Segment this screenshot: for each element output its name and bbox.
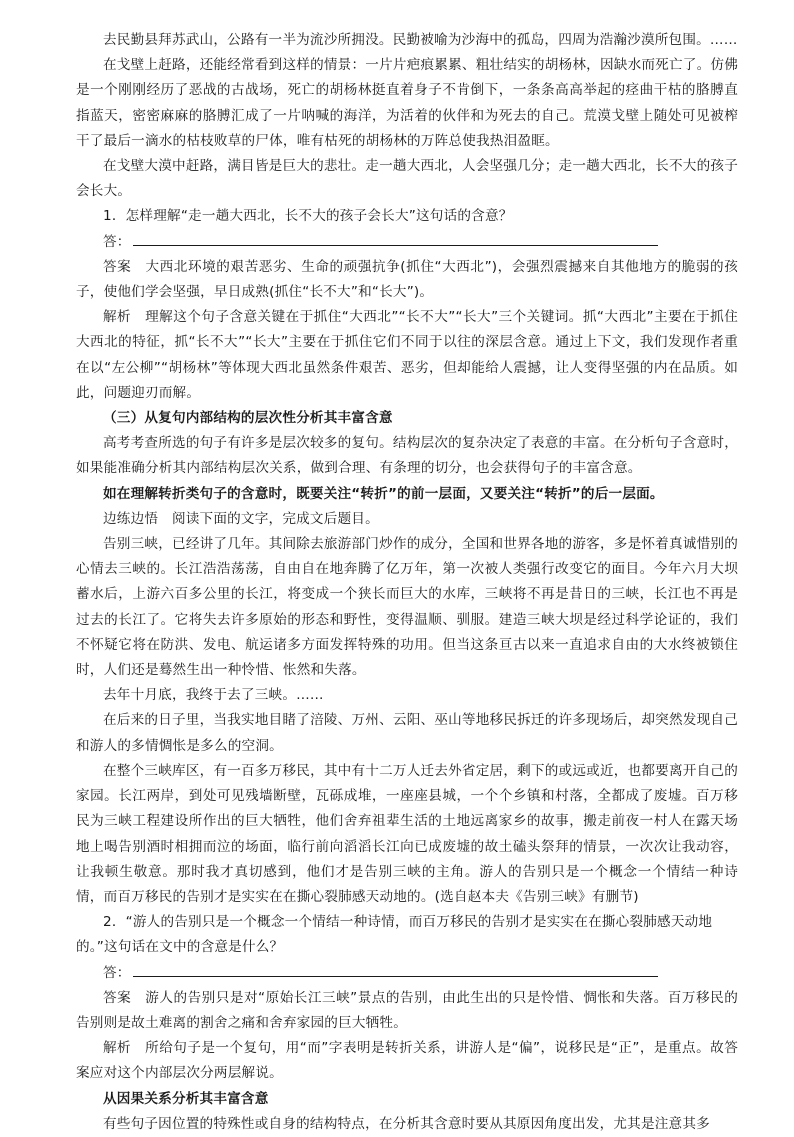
key-point: 如在理解转折类句子的含意时，既要关注“转折”的前一层面，又要关注“转折”的后一层面。 bbox=[103, 485, 664, 502]
document-page bbox=[76, 28, 738, 1137]
answer-prompt: 答： bbox=[103, 964, 131, 981]
passage-paragraph: 去年十月底，我终于去了三峡。…… bbox=[103, 687, 324, 704]
answer-blank-1 bbox=[76, 230, 738, 255]
passage-paragraph: 在后来的日子里，当我实地目睹了涪陵、万州、云阳、巫山等地移民拆迁的许多现场后，却突然发现自己和游人的多情惆怅是多么的空洞。 bbox=[76, 712, 738, 754]
answer-underline bbox=[133, 961, 658, 977]
paragraph: 在戈壁上赶路，还能经常看到这样的情景：一片片疤痕累累、粗壮结实的胡杨林，因缺水而死亡了。仿佛是一个刚刚经历了恶战的古战场，死亡的胡杨林挺直着身子不肯倒下，一条条高高举起的痉曲干枯的胳膊直指蓝天，密密麻麻的胳膊汇成了一片呐喊的海洋，为活着的伙伴和为死去的自己。荒漠戈壁上随处可见被榨干了最后一滴水的枯枝败草的尸体，唯有枯死的胡杨林的万阵总使我热泪盈眶。 bbox=[76, 57, 738, 149]
answer-underline bbox=[133, 230, 658, 246]
passage-paragraph: 在整个三峡库区，有一百多万移民，其中有十二万人迁去外省定居，剩下的或远或近，也都要离开自己的家园。长江两岸，到处可见残墙断壁，瓦砾成堆，一座座县城，一个个乡镇和村落，全都成了废墟。百万移民为三峡工程建设所作出的巨大牺牲，他们舍弃祖辈生活的土地远离家乡的故事，搬走前夜一村人在露天场地上喝告别酒时相拥而泣的场面，临行前向滔滔长江向已成废墟的故土磕头祭拜的情景，一次次让我动容，让我顿生敬意。那时我才真切感到，他们才是告别三峡的主角。游人的告别只是一个概念一个情结一种诗情，而百万移民的告别才是实实在在撕心裂肺感天动地的。(选自赵本夫《告别三峡》有删节) bbox=[76, 762, 738, 905]
paragraph: 去民勤县拜苏武山，公路有一半为流沙所拥没。民勤被喻为沙海中的孤岛，四周为浩瀚沙漠所包围。…… bbox=[103, 32, 738, 48]
section-heading-3: （三）从复句内部结构的层次性分析其丰富含意 bbox=[103, 410, 393, 427]
answer-1: 答案 大西北环境的艰苦恶劣、生命的顽强抗争(抓住“大西北”)，会强烈震撼来自其他地方的脆弱的孩子，使他们学会坚强，早日成熟(抓住“长不大”和“长大”)。 bbox=[76, 258, 738, 301]
answer-prompt: 答： bbox=[103, 233, 131, 250]
practice-instruction: 边练边悟 阅读下面的文字，完成文后题目。 bbox=[103, 510, 379, 527]
paragraph: 有些句子因位置的特殊性或自身的结构特点，在分析其含意时要从其原因角度出发，尤其是注意其多 bbox=[103, 1115, 710, 1132]
answer-2: 答案 游人的告别只是对“原始长江三峡”景点的告别，由此生出的只是怜惜、惆怅和失落。百万移民的告别则是故土难离的割舍之痛和舍弃家园的巨大牺牲。 bbox=[76, 989, 738, 1031]
answer-blank-2 bbox=[76, 961, 738, 986]
question-1: 1．怎样理解“走一趟大西北，长不大的孩子会长大”这句话的含意？ bbox=[103, 208, 513, 225]
section-heading-4: 从因果关系分析其丰富含意 bbox=[103, 1090, 269, 1107]
paragraph: 高考考查所选的句子有许多是层次较多的复句。结构层次的复杂决定了表意的丰富。在分析句子含意时，如果能准确分析其内部结构层次关系，做到合理、有条理的切分，也会获得句子的丰富含意。 bbox=[76, 435, 738, 477]
analysis-2: 解析 所给句子是一个复句，用“而”字表明是转折关系，讲游人是“偏”，说移民是“正”，是重点。故答案应对这个内部层次分两层解说。 bbox=[76, 1040, 738, 1082]
question-2: 2．“游人的告别只是一个概念一个情结一种诗情，而百万移民的告别才是实实在在撕心裂肺感天动地的。”这句话在文中的含意是什么？ bbox=[76, 914, 713, 956]
passage-paragraph: 告别三峡，已经讲了几年。其间除去旅游部门炒作的成分，全国和世界各地的游客，多是怀着真诚惜别的心情去三峡的。长江浩浩荡荡，自由自在地奔腾了亿万年，第一次被人类强行改变它的面目。今年六月大坝蓄水后，上游六百多公里的长江，将变成一个狭长而巨大的水库，三峡将不再是昔日的三峡，长江也不再是过去的长江了。它将失去许多原始的形态和野性，变得温顺、驯服。建造三峡大坝是经过科学论证的，我们不怀疑它将在防洪、发电、航运诸多方面发挥特殊的功用。但当这条亘古以来一直追求自由的大水终被锁住时，人们还是蓦然生出一种怜惜、怅然和失落。 bbox=[76, 536, 738, 679]
analysis-1: 解析 理解这个句子含意关键在于抓住“大西北”“长不大”“长大”三个关键词。抓“大西北”主要在于抓住大西北的特征，抓“长不大”“长大”主要在于抓住它们不同于以往的深层含意。通过上下文，我们发现作者重在以“左公柳”“胡杨林”等体现大西北虽然条件艰苦、恶劣，但却能给人震撼，让人变得坚强的内在品质。如此，问题迎刃而解。 bbox=[76, 309, 738, 401]
paragraph: 在戈壁大漠中赶路，满目皆是巨大的悲壮。走一趟大西北，人会坚强几分；走一趟大西北，长不大的孩子会长大。 bbox=[76, 158, 738, 200]
